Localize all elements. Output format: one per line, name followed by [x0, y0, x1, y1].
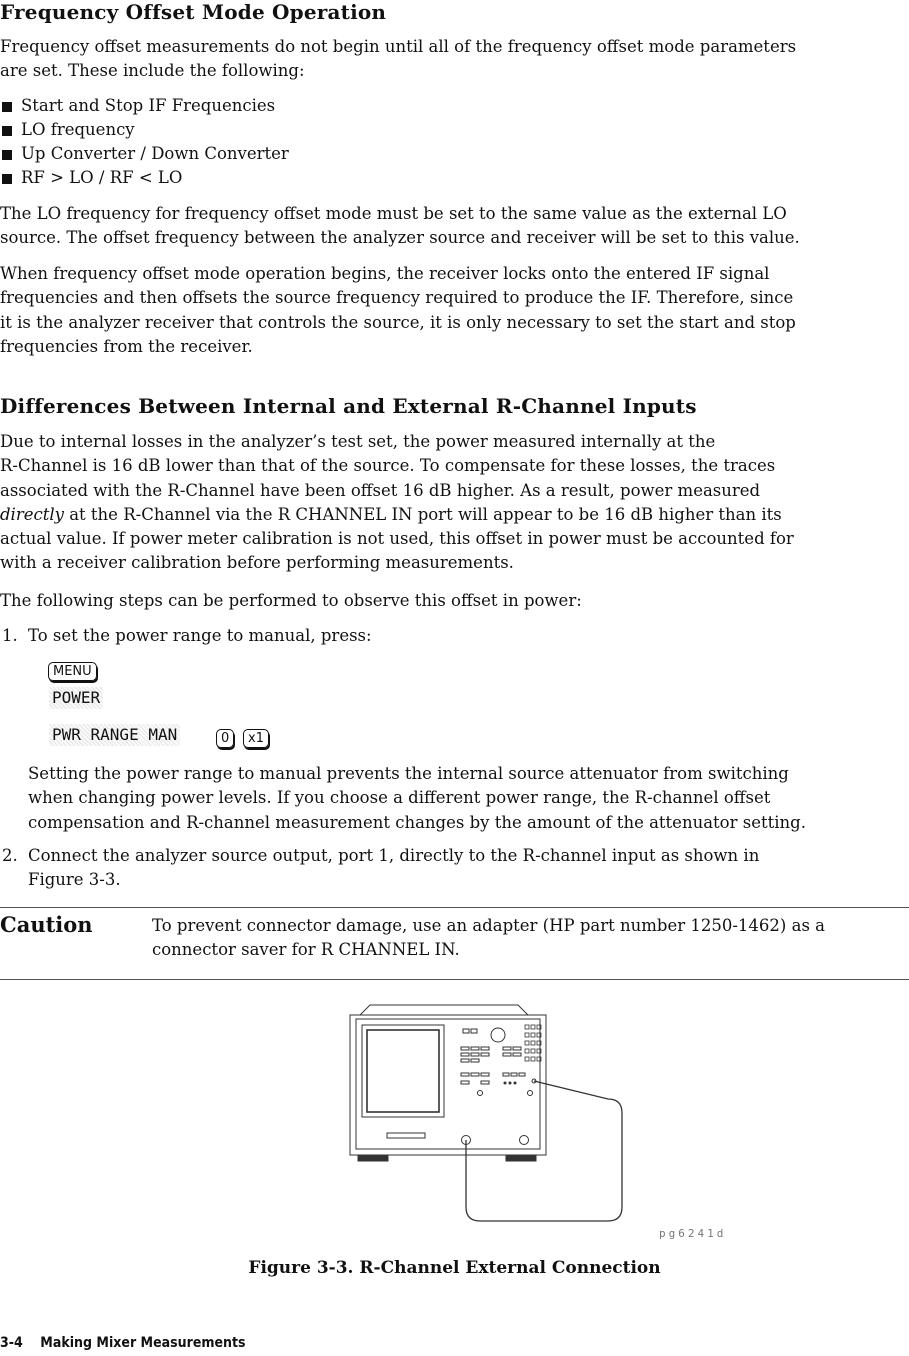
- bullet-square-icon: [2, 126, 12, 136]
- list-item: [2, 166, 182, 190]
- zero-key-label: 0: [216, 729, 234, 748]
- network-analyzer-icon: [350, 1005, 546, 1161]
- zero-key[interactable]: [216, 727, 234, 748]
- caution-bottom-rule: [0, 979, 909, 980]
- paragraph-text: at the R-Channel via the R CHANNEL IN port will appear to be 16 dB higher than its actual value. If power meter calibration is not used, this offset in power must be accounted for with a receiver calibration before performing measurements.: [0, 504, 794, 573]
- menu-hardkey[interactable]: [48, 660, 97, 681]
- x1-key-label: x1: [243, 729, 269, 748]
- list-item-text: LO frequency: [21, 120, 135, 139]
- list-item-text: Start and Stop IF Frequencies: [21, 96, 276, 115]
- caution-text: To prevent connector damage, use an adapter (HP part number 1250-1462) as a connector saver for R CHANNEL IN.: [152, 916, 825, 960]
- bullet-square-icon: [2, 102, 12, 112]
- step-1-note: Setting the power range to manual prevents the internal source attenuator from switching when changing power levels. If you choose a different power range, the R-channel offset compensation and R-channel measurement changes by the amount of the attenuator setting.: [28, 764, 806, 832]
- list-item-text: Up Converter / Down Converter: [21, 144, 289, 163]
- receiver-lock-paragraph: When frequency offset mode operation begins, the receiver locks onto the entered IF signal frequencies and then offsets the source frequency required to produce the IF. Therefore, since it is the analyzer receiver that controls the source, it is only necessary to set the start and stop frequencies from the receiver.: [0, 264, 796, 356]
- x1-key[interactable]: [243, 727, 269, 748]
- intro-paragraph: Frequency offset measurements do not begin until all of the frequency offset mode parameters are set. These include the following:: [0, 37, 797, 81]
- list-item: [2, 94, 275, 118]
- page-footer: 3-4 Making Mixer Measurements: [0, 1335, 246, 1351]
- list-item: [2, 118, 135, 142]
- section-heading-r-channel: Differences Between Internal and External R-Channel Inputs: [0, 394, 697, 418]
- pwr-range-man-label: PWR RANGE MAN: [49, 724, 180, 746]
- emphasis-directly: directly: [0, 504, 64, 524]
- list-item: [2, 142, 289, 166]
- caution-label: Caution: [0, 912, 93, 937]
- step-1-text: To set the power range to manual, press:: [28, 626, 372, 645]
- figure-caption: Figure 3-3. R-Channel External Connection: [248, 1258, 661, 1278]
- figure-id-label: pg6241d: [659, 1227, 727, 1240]
- step-number-2: 2.: [2, 846, 18, 865]
- figure-r-channel-connection: [340, 1003, 730, 1243]
- power-softkey[interactable]: [49, 687, 103, 709]
- paragraph-text: Due to internal losses in the analyzer’s test set, the power measured internally at the R-Channel is 16 dB lower than that of the source. To compensate for these losses, the traces associated with the R-Channel have been offset 16 dB higher. As a result, power measured: [0, 432, 776, 500]
- step-2-text: Connect the analyzer source output, port 1, directly to the R-channel input as shown in Figure 3-3.: [28, 846, 760, 890]
- list-item-text: RF > LO / RF < LO: [21, 168, 183, 187]
- menu-key-label: MENU: [48, 662, 97, 681]
- steps-intro-paragraph: The following steps can be performed to observe this offset in power:: [0, 591, 582, 610]
- bullet-square-icon: [2, 150, 12, 160]
- step-number-1: 1.: [2, 626, 18, 645]
- connection-cable-icon: [466, 1081, 622, 1221]
- section-heading-frequency-offset: Frequency Offset Mode Operation: [0, 0, 387, 24]
- internal-losses-paragraph: [0, 430, 909, 576]
- caution-top-rule: [0, 907, 909, 908]
- pwr-range-man-softkey[interactable]: [49, 724, 180, 746]
- bullet-square-icon: [2, 174, 12, 184]
- power-softkey-label: POWER: [49, 687, 103, 709]
- lo-frequency-paragraph: The LO frequency for frequency offset mode must be set to the same value as the external LO source. The offset frequency between the analyzer source and receiver will be set to this value.: [0, 204, 800, 248]
